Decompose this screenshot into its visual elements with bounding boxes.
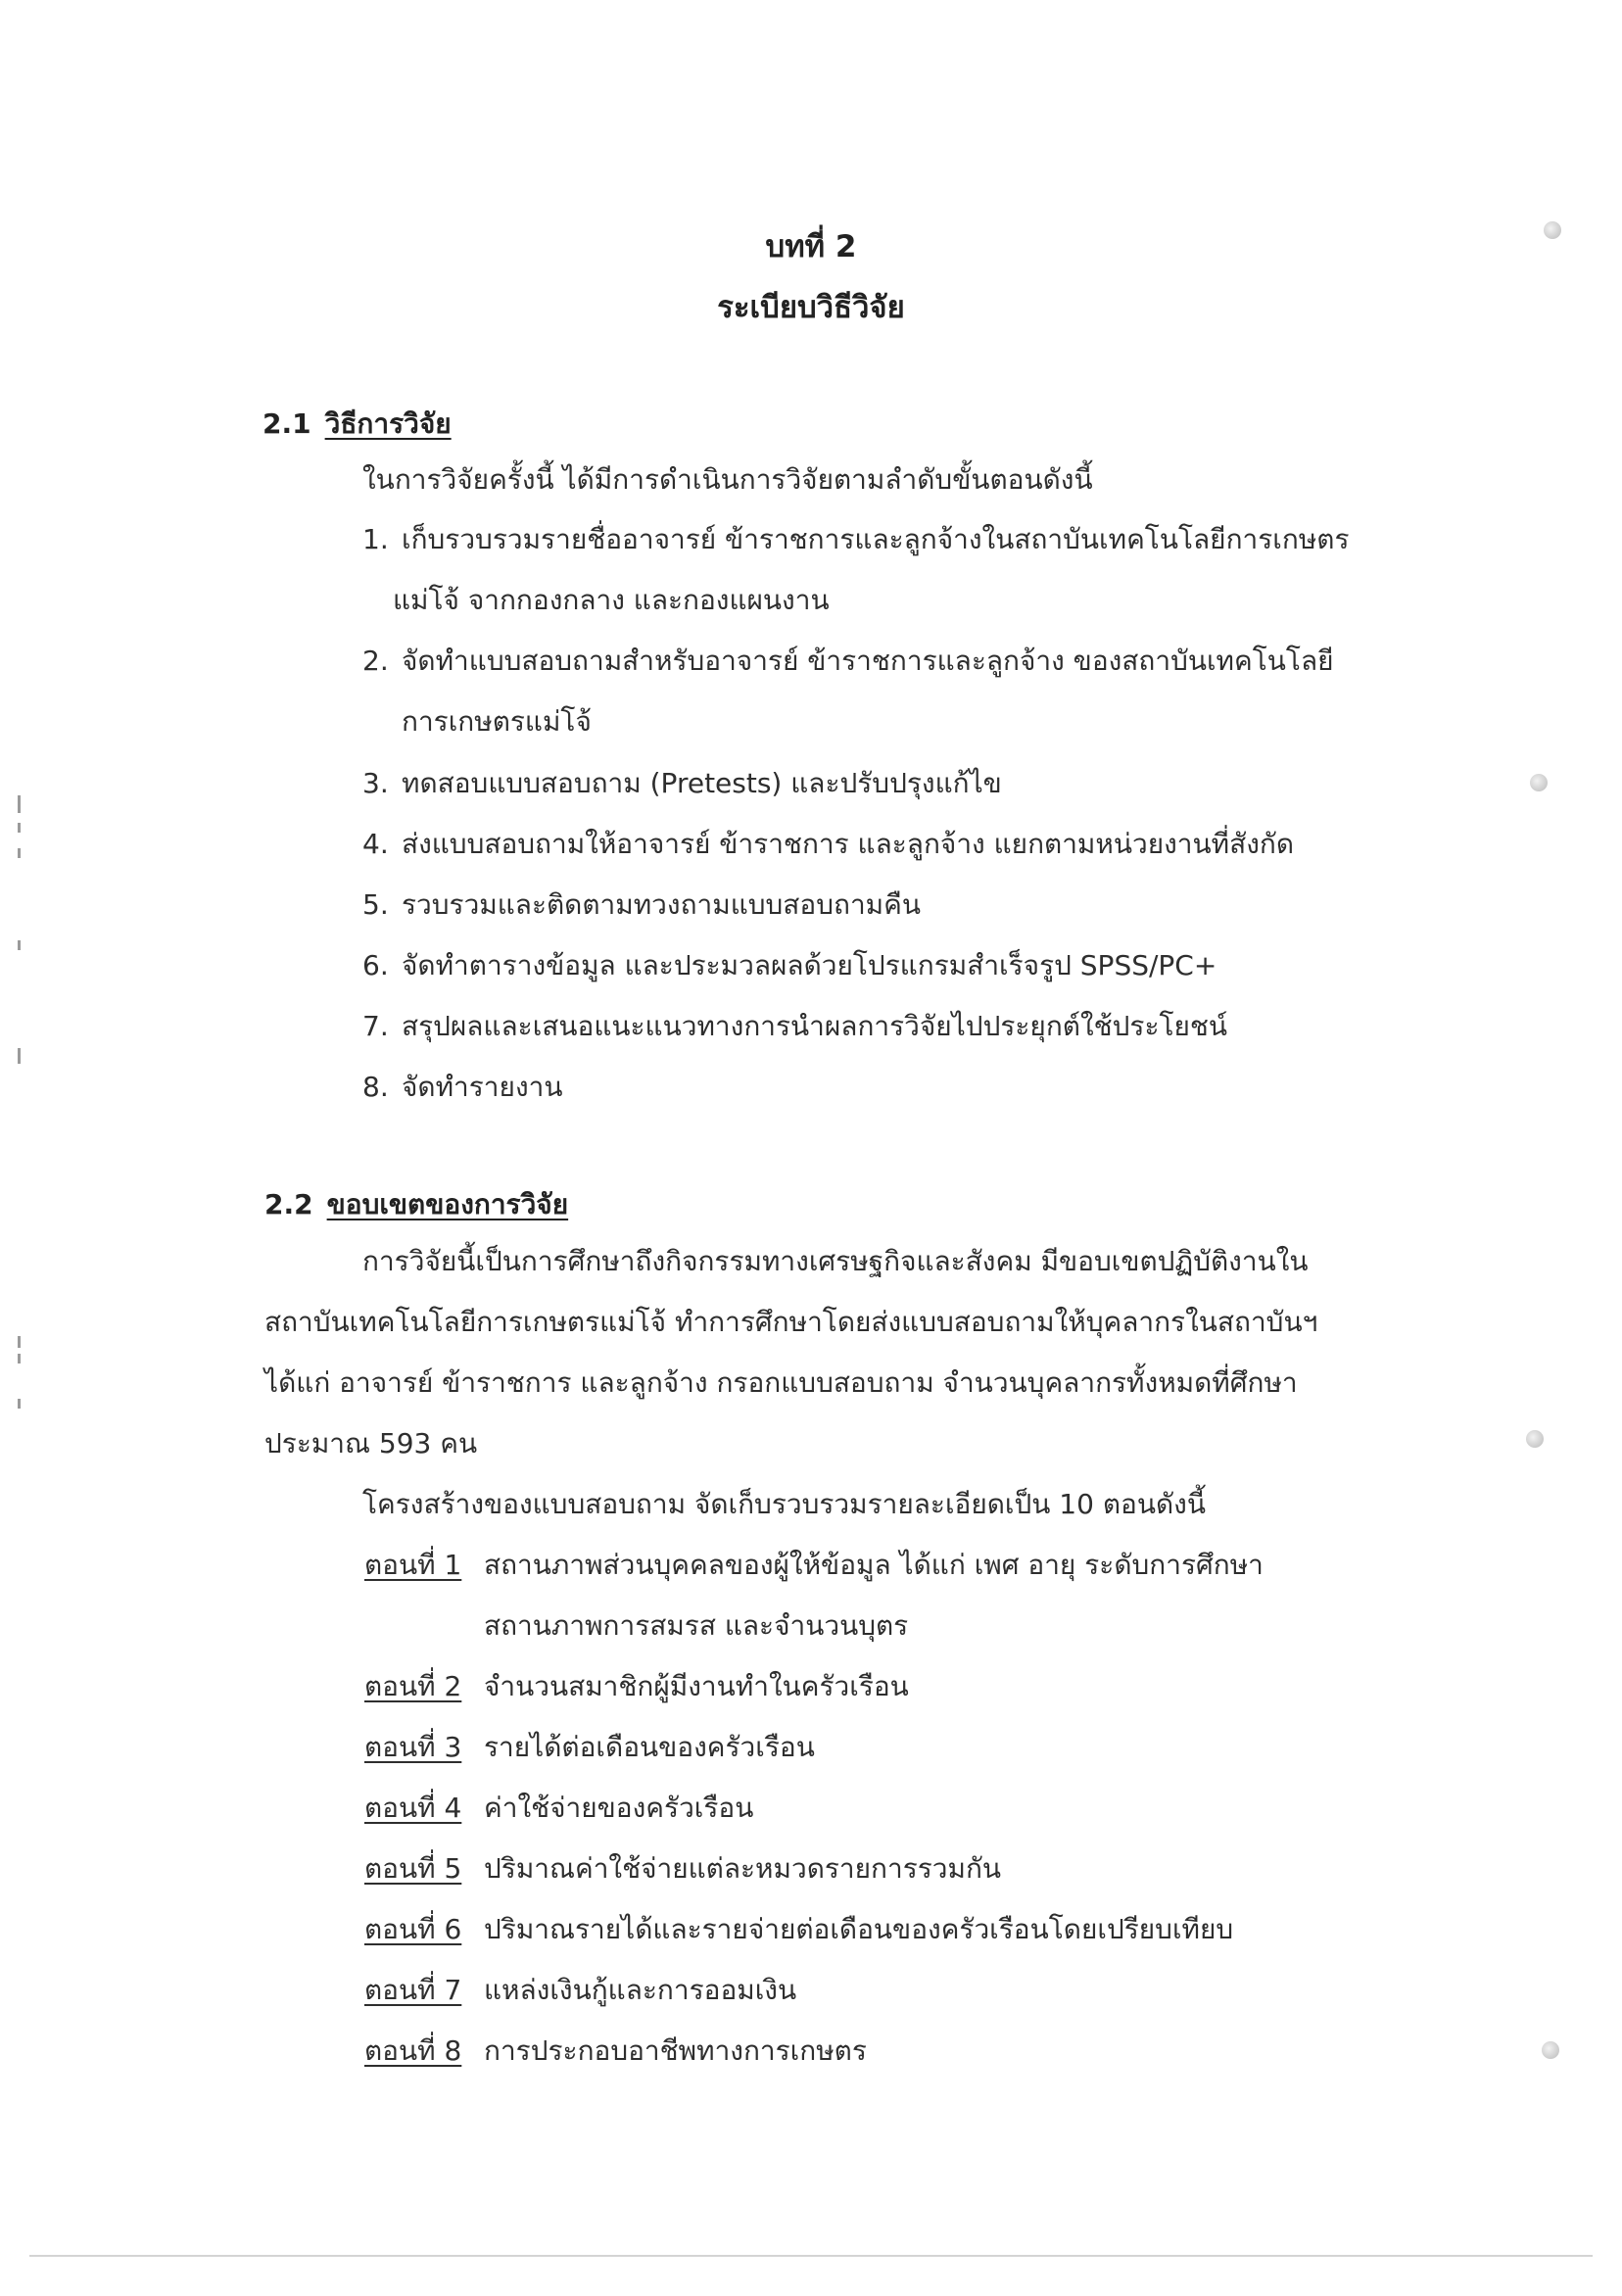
part-label: ตอนที่ 5 bbox=[364, 1852, 462, 1885]
list-item: ตอนที่ 3 รายได้ต่อเดือนของครัวเรือน bbox=[364, 1728, 815, 1767]
section-number: 2.2 bbox=[264, 1188, 313, 1220]
list-item-continuation: แม่โจ้ จากกองกลาง และกองแผนงาน bbox=[393, 584, 830, 616]
list-item: ตอนที่ 8 การประกอบอาชีพทางการเกษตร bbox=[364, 2032, 867, 2071]
paragraph-line: การวิจัยนี้เป็นการศึกษาถึงกิจกรรมทางเศรษฐกิจและสังคม มีขอบเขตปฏิบัติงานใน bbox=[362, 1245, 1309, 1277]
paragraph-line: สถาบันเทคโนโลยีการเกษตรแม่โจ้ ทำการศึกษาโดยส่งแบบสอบถามให้บุคลากรในสถาบันฯ bbox=[264, 1306, 1318, 1338]
scan-mark bbox=[18, 1048, 21, 1064]
list-item: ตอนที่ 1 สถานภาพส่วนบุคคลของผู้ให้ข้อมูล ได้แก่ เพศ อายุ ระดับการศึกษา bbox=[364, 1546, 1264, 1585]
part-label: ตอนที่ 3 bbox=[364, 1731, 462, 1763]
section-intro: ในการวิจัยครั้งนี้ ได้มีการดำเนินการวิจัยตามลำดับขั้นตอนดังนี้ bbox=[362, 463, 1093, 496]
part-label: ตอนที่ 4 bbox=[364, 1792, 462, 1824]
scan-speck bbox=[1530, 774, 1548, 791]
scan-edge-line bbox=[29, 2255, 1593, 2257]
list-item: ตอนที่ 5 ปริมาณค่าใช้จ่ายแต่ละหมวดรายการรวมกัน bbox=[364, 1849, 1001, 1889]
list-item: ตอนที่ 7 แหล่งเงินกู้และการออมเงิน bbox=[364, 1971, 796, 2010]
chapter-title: ระเบียบวิธีวิจัย bbox=[717, 290, 905, 325]
chapter-number: บทที่ 2 bbox=[765, 229, 857, 264]
section-heading-2-2 bbox=[264, 1185, 568, 1224]
section-title: วิธีการวิจัย bbox=[324, 407, 452, 440]
scan-mark bbox=[18, 1336, 21, 1348]
list-item: ตอนที่ 6 ปริมาณรายได้และรายจ่ายต่อเดือนของครัวเรือนโดยเปรียบเทียบ bbox=[364, 1910, 1233, 1949]
list-item: 8. จัดทำรายงาน bbox=[362, 1071, 563, 1103]
paragraph-line: ประมาณ 593 คน bbox=[264, 1427, 478, 1459]
scan-mark bbox=[18, 1354, 21, 1363]
scan-speck bbox=[1544, 221, 1561, 239]
part-label: ตอนที่ 7 bbox=[364, 1974, 462, 2006]
section-title: ขอบเขตของการวิจัย bbox=[326, 1188, 569, 1220]
scan-mark bbox=[18, 848, 21, 858]
scan-speck bbox=[1542, 2041, 1559, 2059]
list-item: 1. เก็บรวบรวมรายชื่ออาจารย์ ข้าราชการและลูกจ้างในสถาบันเทคโนโลยีการเกษตร bbox=[362, 523, 1350, 555]
scan-mark bbox=[18, 823, 21, 833]
list-item: 4. ส่งแบบสอบถามให้อาจารย์ ข้าราชการ และลูกจ้าง แยกตามหน่วยงานที่สังกัด bbox=[362, 828, 1294, 860]
part-label: ตอนที่ 2 bbox=[364, 1670, 462, 1702]
list-item: 2. จัดทำแบบสอบถามสำหรับอาจารย์ ข้าราชการและลูกจ้าง ของสถาบันเทคโนโลยี bbox=[362, 645, 1334, 677]
list-item: 5. รวบรวมและติดตามทวงถามแบบสอบถามคืน bbox=[362, 888, 921, 921]
section-heading-2-1 bbox=[262, 405, 452, 444]
scan-mark bbox=[18, 940, 21, 950]
structure-intro: โครงสร้างของแบบสอบถาม จัดเก็บรวบรวมรายละเอียดเป็น 10 ตอนดังนี้ bbox=[362, 1488, 1206, 1520]
section-number: 2.1 bbox=[262, 407, 311, 440]
paragraph-line: ได้แก่ อาจารย์ ข้าราชการ และลูกจ้าง กรอกแบบสอบถาม จำนวนบุคลากรทั้งหมดที่ศึกษา bbox=[264, 1366, 1298, 1399]
list-item: ตอนที่ 2 จำนวนสมาชิกผู้มีงานทำในครัวเรือน bbox=[364, 1667, 909, 1706]
scan-mark bbox=[18, 795, 21, 813]
list-item: ตอนที่ 4 ค่าใช้จ่ายของครัวเรือน bbox=[364, 1789, 753, 1828]
list-item: 7. สรุปผลและเสนอแนะแนวทางการนำผลการวิจัยไปประยุกต์ใช้ประโยชน์ bbox=[362, 1010, 1228, 1042]
part-label: ตอนที่ 1 bbox=[364, 1549, 462, 1581]
scan-speck bbox=[1526, 1430, 1544, 1448]
scan-mark bbox=[18, 1399, 21, 1409]
part-label: ตอนที่ 8 bbox=[364, 2034, 462, 2067]
list-item: 6. จัดทำตารางข้อมูล และประมวลผลด้วยโปรแกรมสำเร็จรูป SPSS/PC+ bbox=[362, 949, 1217, 981]
list-item-continuation: สถานภาพการสมรส และจำนวนบุตร bbox=[484, 1609, 909, 1642]
list-item: 3. ทดสอบแบบสอบถาม (Pretests) และปรับปรุงแก้ไข bbox=[362, 767, 1002, 799]
list-item-continuation: การเกษตรแม่โจ้ bbox=[402, 705, 592, 738]
part-label: ตอนที่ 6 bbox=[364, 1913, 462, 1945]
